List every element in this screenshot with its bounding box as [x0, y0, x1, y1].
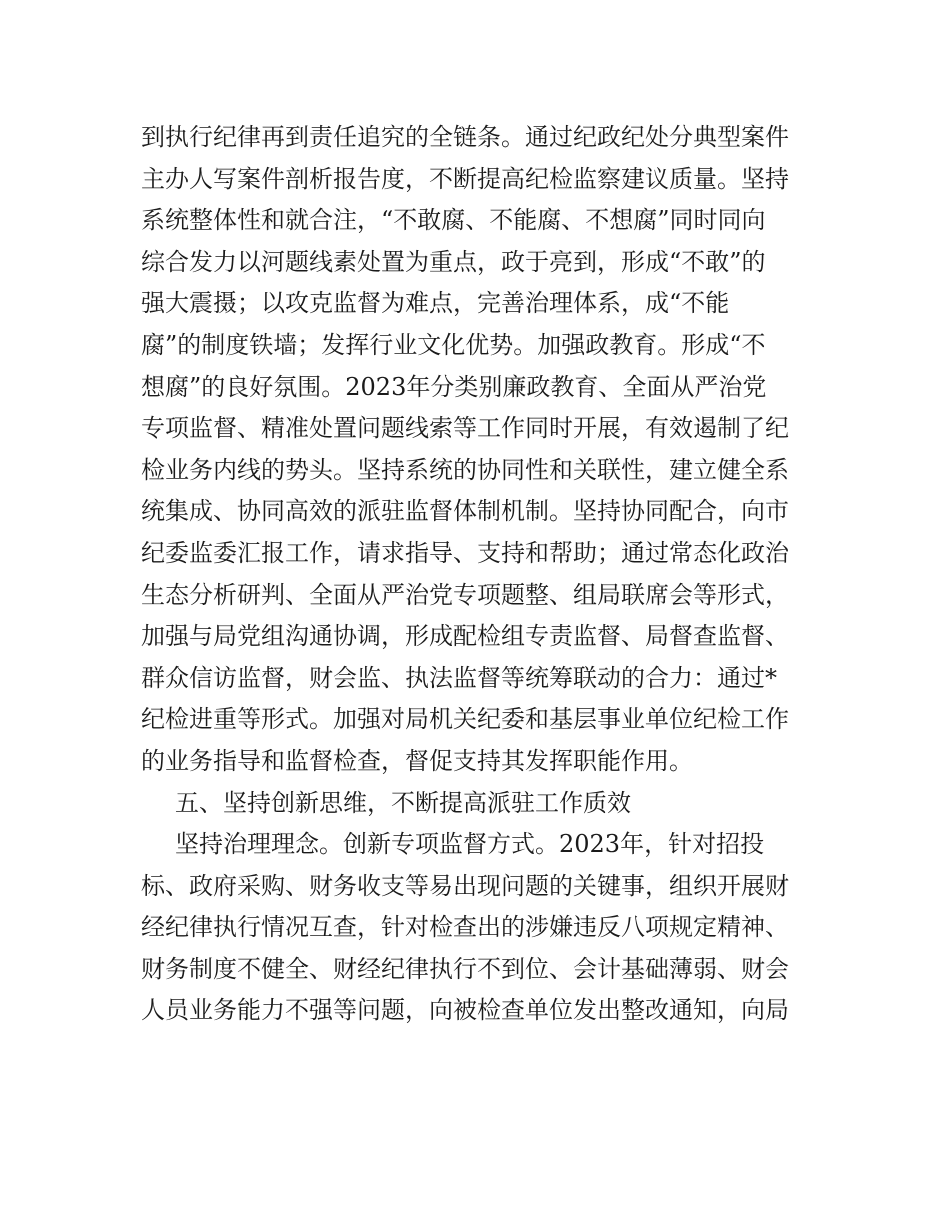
- text-line: 群众信访监督，财会监、执法监督等统筹联动的合力：通过*: [141, 663, 777, 692]
- text-line: 加强与局党组沟通协调，形成配检组专责监督、局督查监督、: [141, 622, 789, 651]
- text-line: 财务制度不健全、财经纪律执行不到位、会计基础薄弱、财会: [141, 954, 789, 983]
- text-line: 标、政府采购、财务收支等易出现问题的关键事，组织开展财: [141, 871, 789, 900]
- text-line: 到执行纪律再到责任追究的全链条。通过纪政纪处分典型案件: [141, 123, 789, 151]
- text-line: 坚持治理理念。创新专项监督方式。2023年，针对招投: [175, 830, 765, 859]
- paragraph-2: [141, 824, 811, 1032]
- text-line: 综合发力以河题线素处置为重点，政于亮到，形成“不敢”的: [141, 247, 766, 276]
- text-line: 纪检进重等形式。加强对局机关纪委和基层事业单位纪检工作: [141, 705, 789, 734]
- text-line: 系统整体性和就合注，“不敢腐、不能腐、不想腐”同时同向: [141, 206, 766, 235]
- text-line: 经纪律执行情况互查，针对检查出的涉嫌违反八项规定精神、: [141, 913, 789, 942]
- text-line: 人员业务能力不强等问题，向被检查单位发出整改通知，向局: [141, 996, 789, 1025]
- document-body: [141, 117, 811, 1032]
- text-line: 主办人写案件剖析报告度，不断提高纪检监察建议质量。坚持: [141, 164, 789, 193]
- text-line: 统集成、协同高效的派驻监督体制机制。坚持协同配合，向市: [141, 497, 789, 526]
- text-line: 想腐”的良好氛围。2023年分类别廉政教育、全面从严治党: [141, 372, 767, 401]
- text-line: 纪委监委汇报工作，请求指导、支持和帮助；通过常态化政治: [141, 538, 789, 567]
- text-line: 腐”的制度铁墙；发挥行业文化优势。加强政教育。形成“不: [141, 330, 766, 359]
- text-line: 生态分析研判、全面从严治党专项题整、组局联席会等形式，: [141, 580, 789, 609]
- text-line: 专项监督、精准处置问题线索等工作同时开展，有效遏制了纪: [141, 414, 789, 443]
- text-line: 检业务内线的势头。坚持系统的协同性和关联性，建立健全系: [141, 455, 789, 484]
- paragraph-1: [141, 117, 811, 783]
- text-line: 强大震摄；以攻克监督为难点，完善治理体系，成“不能: [141, 289, 730, 318]
- text-line: 的业务指导和监督检查，督促支持其发挥职能作用。: [141, 746, 693, 775]
- section-heading: 五、坚持创新思维，不断提高派驻工作质效: [175, 788, 631, 817]
